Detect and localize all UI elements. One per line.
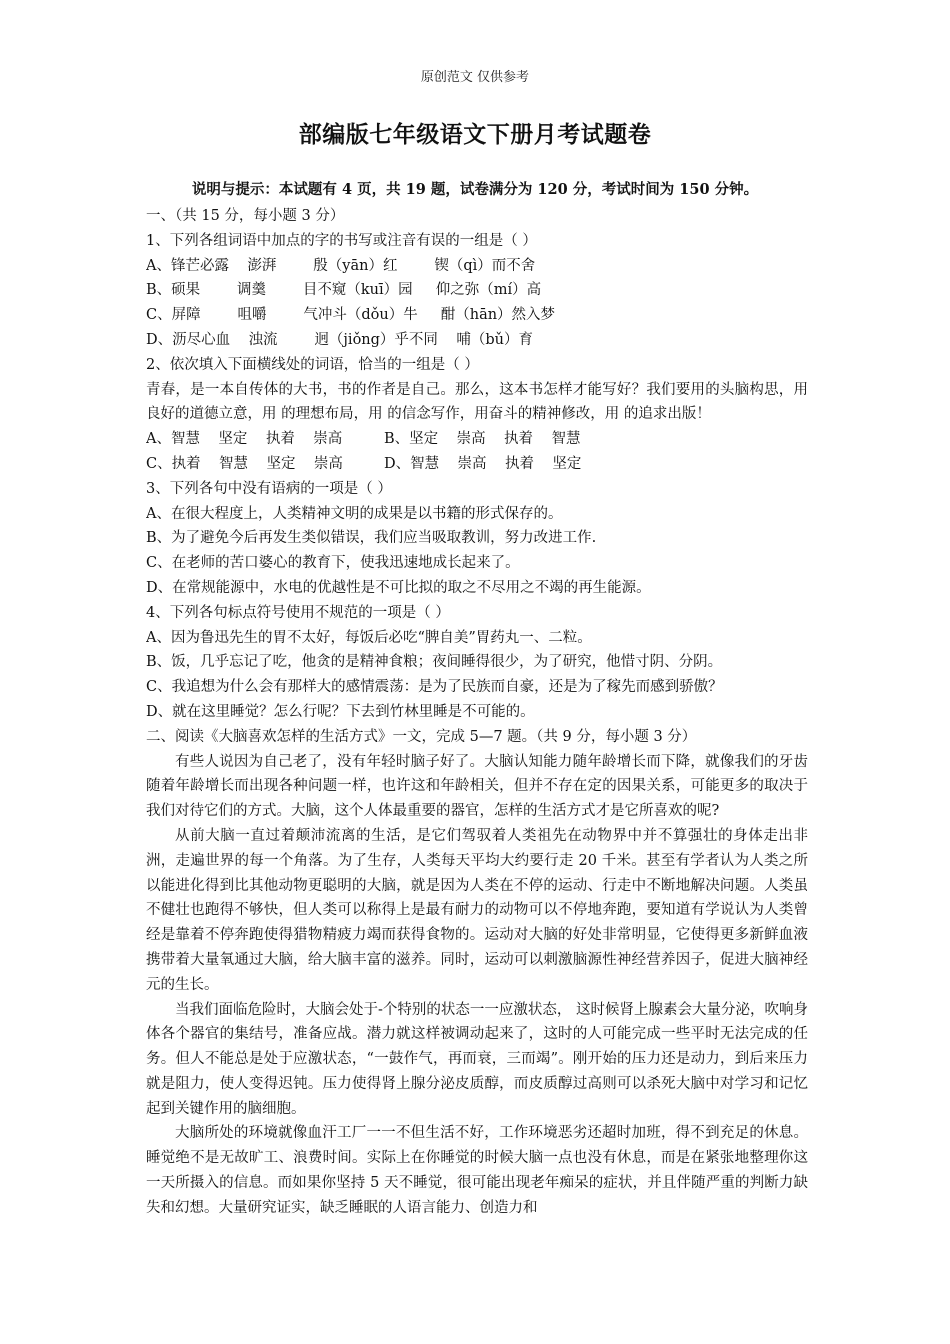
question-4-option-d: D、就在这里睡觉？怎么行呢？下去到竹林里睡是不可能的。 bbox=[146, 703, 535, 720]
question-1-option-b: B、硕果 调羹 目不窥（kuī）园 仰之弥（mí）高 bbox=[146, 282, 542, 299]
reading-paragraph-3: 当我们面临危险时，大脑会处于-个特别的状态一一应激状态， 这时候肾上腺素会大量分泌，吹响身体各个器官的集结号，准备应战。潜力就这样被调动起来了，这时的人可能完成一些平时无法完成的任务。但人不能总是处于应激状态，“一鼓作气，再而衰，三而竭”。刚开始的压力还是动力，到后来压力就是阻力，使人变得迟钝。压力使得肾上腺分泌皮质醇，而皮质醇过高则可以杀死大脑中对学习和记忆起到关键作用的脑细胞。 bbox=[146, 1001, 809, 1117]
question-1-stem: 1、下列各组词语中加点的字的书写或注音有误的一组是（ ） bbox=[146, 232, 537, 249]
question-4-option-a: A、因为鲁迅先生的胃不太好，每饭后必吃“脾自美”胃药丸一、二粒。 bbox=[146, 629, 592, 646]
section2-heading: 二、阅读《大脑喜欢怎样的生活方式》一文，完成 5—7 题。（共 9 分，每小题 3 分） bbox=[146, 728, 697, 745]
question-2-stem: 2、依次填入下面横线处的词语，恰当的一组是（ ） bbox=[146, 356, 479, 373]
question-4-stem: 4、下列各句标点符号使用不规范的一项是（ ） bbox=[146, 604, 450, 621]
question-2-options-row-1 bbox=[146, 427, 808, 452]
question-2-option-c: C、执着 智慧 坚定 崇高 bbox=[146, 455, 343, 472]
exam-content bbox=[146, 204, 808, 1221]
reading-paragraph-4: 大脑所处的环境就像血汗工厂一一不但生活不好，工作环境恶劣还超时加班，得不到充足的休息。睡觉绝不是无故旷工、浪费时间。实际上在你睡觉的时候大脑一点也没有休息，而是在紧张地整理你这一天所摄入的信息。而如果你坚持 5 天不睡觉，很可能出现老年痴呆的症状，并且伴随严重的判断力缺失和幻想。大量研究证实，缺乏睡眠的人语言能力、创造力和 bbox=[146, 1125, 808, 1216]
reading-paragraph-1: 有些人说因为自己老了，没有年轻时脑子好了。大脑认知能力随年龄增长而下降，就像我们的牙齿随着年龄增长而出现各种问题一样，也许这和年龄相关，但并不存在定的因果关系，可能更多的取决于我们对待它们的方式。大脑，这个人体最重要的器官，怎样的生活方式才是它所喜欢的呢? bbox=[146, 753, 808, 820]
question-4-option-c: C、我追想为什么会有那样大的感情震荡：是为了民族而自豪，还是为了稼先而感到骄傲？ bbox=[146, 679, 723, 696]
question-1-option-c: C、屏障 咀嚼 气冲斗（dǒu）牛 酣（hān）然入梦 bbox=[146, 307, 556, 324]
question-2-option-b: B、坚定 崇高 执着 智慧 bbox=[384, 431, 581, 448]
question-2-option-a: A、智慧 坚定 执着 崇高 bbox=[146, 431, 343, 448]
exam-instructions: 说明与提示：本试题有 4 页，共 19 题，试卷满分为 120 分，考试时间为 150 分钟。 bbox=[191, 181, 759, 198]
question-3-stem: 3、下列各句中没有语病的一项是（ ） bbox=[146, 480, 392, 497]
question-2-option-d: D、智慧 崇高 执着 坚定 bbox=[384, 455, 582, 472]
question-1-option-a: A、锋芒必露 澎湃 殷（yān）红 锲（qì）而不舍 bbox=[146, 257, 536, 274]
question-2-options-row-2 bbox=[146, 452, 808, 477]
question-4-option-b: B、饭，几乎忘记了吃，他贪的是精神食粮；夜间睡得很少，为了研究，他惜寸阴、分阴。 bbox=[146, 654, 723, 671]
question-3-option-c: C、在老师的苦口婆心的教育下，使我迅速地成长起来了。 bbox=[146, 555, 520, 572]
header-note: 原创范文 仅供参考 bbox=[420, 70, 530, 85]
question-3-option-b: B、为了避免今后再发生类似错误，我们应当吸取教训，努力改进工作. bbox=[146, 530, 597, 547]
question-3-option-a: A、在很大程度上，人类精神文明的成果是以书籍的形式保存的。 bbox=[146, 505, 563, 522]
question-1-option-d: D、沥尽心血 浊流 迥（jiǒng）乎不同 哺（bǔ）育 bbox=[146, 331, 533, 348]
question-3-option-d: D、在常规能源中，水电的优越性是不可比拟的取之不尽用之不竭的再生能源。 bbox=[146, 579, 651, 596]
question-2-passage: 青春，是一本自传体的大书，书的作者是自己。那么，这本书怎样才能写好？我们要用的头脑构思，用良好的道德立意，用 的理想布局，用 的信念写作，用奋斗的精神修改，用 的追求出版！ bbox=[146, 381, 808, 423]
page-title: 部编版七年级语文下册月考试题卷 bbox=[298, 121, 652, 148]
section1-heading: 一、（共 15 分，每小题 3 分） bbox=[146, 208, 345, 224]
reading-paragraph-2: 从前大脑一直过着颠沛流离的生活，是它们驾驭着人类祖先在动物界中并不算强壮的身体走出非洲，走遍世界的每一个角落。为了生存，人类每天平均大约要行走 20 千米。甚至有学者认为人类之所以能进化得到比其他动物更聪明的大脑，就是因为人类在不停的运动、行走中不断地解决问题。人类虽不健壮也跑得不够快，但人类可以称得上是最有耐力的动物可以不停地奔跑，要知道有学说认为人类曾经是靠着不停奔跑使得猎物精疲力竭而获得食物的。运动对大脑的好处非常明显，它使得更多新鲜血液携带着大量氧通过大脑，给大脑丰富的滋养。同时，运动可以刺激脑源性神经营养因子，促进大脑神经元的生长。 bbox=[146, 827, 808, 993]
